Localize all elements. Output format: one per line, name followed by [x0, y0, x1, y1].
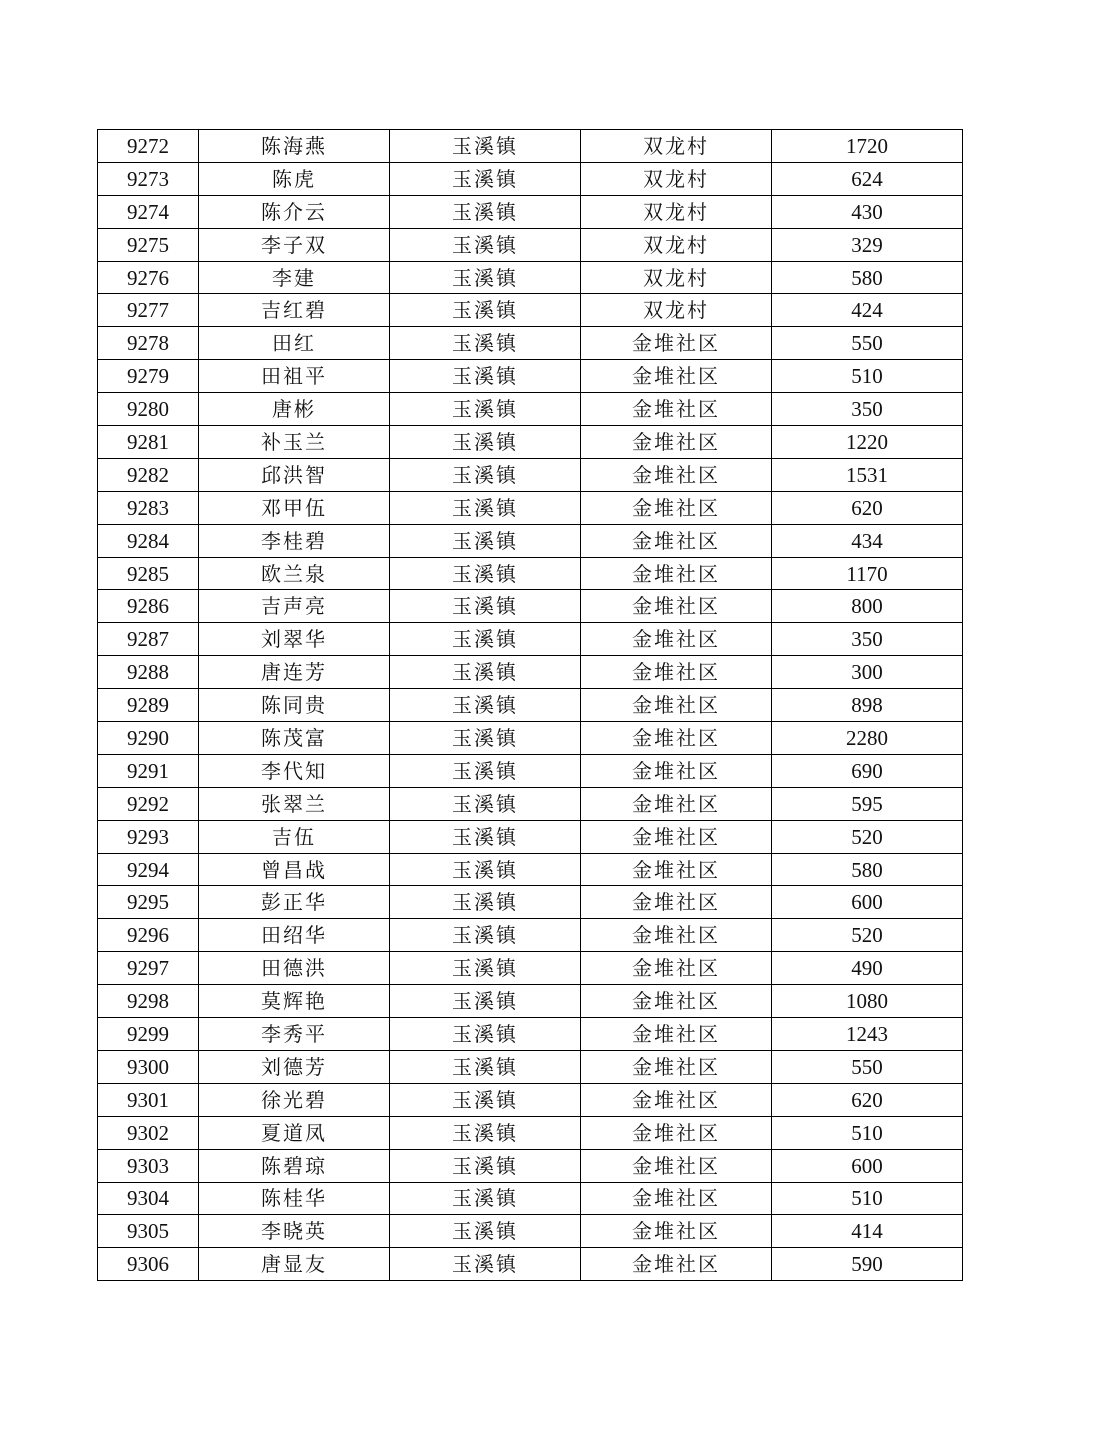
- town-cell: 玉溪镇: [390, 1248, 581, 1281]
- table-row: [98, 1248, 963, 1281]
- table-row: [98, 919, 963, 952]
- village-cell: 金堆社区: [581, 919, 772, 952]
- name-cell: 唐连芳: [199, 656, 390, 689]
- amount-cell: 520: [772, 820, 963, 853]
- village-cell: 金堆社区: [581, 754, 772, 787]
- town-cell: 玉溪镇: [390, 1018, 581, 1051]
- town-cell: 玉溪镇: [390, 820, 581, 853]
- amount-cell: 1243: [772, 1018, 963, 1051]
- amount-cell: 414: [772, 1215, 963, 1248]
- town-cell: 玉溪镇: [390, 524, 581, 557]
- village-cell: 金堆社区: [581, 1050, 772, 1083]
- amount-cell: 690: [772, 754, 963, 787]
- table-row: [98, 1182, 963, 1215]
- table-row: [98, 985, 963, 1018]
- town-cell: 玉溪镇: [390, 623, 581, 656]
- name-cell: 田绍华: [199, 919, 390, 952]
- village-cell: 双龙村: [581, 162, 772, 195]
- amount-cell: 510: [772, 1182, 963, 1215]
- village-cell: 金堆社区: [581, 787, 772, 820]
- table-row: [98, 360, 963, 393]
- town-cell: 玉溪镇: [390, 426, 581, 459]
- town-cell: 玉溪镇: [390, 590, 581, 623]
- amount-cell: 350: [772, 393, 963, 426]
- amount-cell: 350: [772, 623, 963, 656]
- village-cell: 金堆社区: [581, 722, 772, 755]
- name-cell: 陈介云: [199, 195, 390, 228]
- village-cell: 金堆社区: [581, 853, 772, 886]
- town-cell: 玉溪镇: [390, 985, 581, 1018]
- name-cell: 陈茂富: [199, 722, 390, 755]
- village-cell: 双龙村: [581, 228, 772, 261]
- table-row: [98, 1215, 963, 1248]
- village-cell: 金堆社区: [581, 590, 772, 623]
- row-number-cell: 9272: [98, 130, 199, 163]
- name-cell: 欧兰泉: [199, 557, 390, 590]
- amount-cell: 510: [772, 1116, 963, 1149]
- town-cell: 玉溪镇: [390, 130, 581, 163]
- row-number-cell: 9290: [98, 722, 199, 755]
- amount-cell: 600: [772, 1149, 963, 1182]
- town-cell: 玉溪镇: [390, 689, 581, 722]
- town-cell: 玉溪镇: [390, 458, 581, 491]
- village-cell: 金堆社区: [581, 1182, 772, 1215]
- row-number-cell: 9284: [98, 524, 199, 557]
- town-cell: 玉溪镇: [390, 228, 581, 261]
- amount-cell: 1080: [772, 985, 963, 1018]
- town-cell: 玉溪镇: [390, 952, 581, 985]
- town-cell: 玉溪镇: [390, 360, 581, 393]
- name-cell: 陈虎: [199, 162, 390, 195]
- village-cell: 金堆社区: [581, 886, 772, 919]
- amount-cell: 600: [772, 886, 963, 919]
- name-cell: 陈桂华: [199, 1182, 390, 1215]
- name-cell: 补玉兰: [199, 426, 390, 459]
- name-cell: 徐光碧: [199, 1083, 390, 1116]
- town-cell: 玉溪镇: [390, 261, 581, 294]
- table-row: [98, 294, 963, 327]
- table-row: [98, 1149, 963, 1182]
- village-cell: 金堆社区: [581, 393, 772, 426]
- row-number-cell: 9300: [98, 1050, 199, 1083]
- name-cell: 田红: [199, 327, 390, 360]
- row-number-cell: 9296: [98, 919, 199, 952]
- name-cell: 陈碧琼: [199, 1149, 390, 1182]
- village-cell: 金堆社区: [581, 820, 772, 853]
- row-number-cell: 9275: [98, 228, 199, 261]
- name-cell: 李代知: [199, 754, 390, 787]
- village-cell: 双龙村: [581, 261, 772, 294]
- row-number-cell: 9289: [98, 689, 199, 722]
- table-row: [98, 426, 963, 459]
- table-row: [98, 1018, 963, 1051]
- row-number-cell: 9286: [98, 590, 199, 623]
- village-cell: 金堆社区: [581, 557, 772, 590]
- table-row: [98, 722, 963, 755]
- amount-cell: 800: [772, 590, 963, 623]
- amount-cell: 620: [772, 491, 963, 524]
- amount-cell: 329: [772, 228, 963, 261]
- row-number-cell: 9294: [98, 853, 199, 886]
- town-cell: 玉溪镇: [390, 195, 581, 228]
- amount-cell: 590: [772, 1248, 963, 1281]
- town-cell: 玉溪镇: [390, 1083, 581, 1116]
- row-number-cell: 9301: [98, 1083, 199, 1116]
- name-cell: 唐彬: [199, 393, 390, 426]
- table-row: [98, 1083, 963, 1116]
- town-cell: 玉溪镇: [390, 1149, 581, 1182]
- table-body: [98, 130, 963, 1281]
- table-row: [98, 886, 963, 919]
- table-row: [98, 1050, 963, 1083]
- amount-cell: 550: [772, 327, 963, 360]
- village-cell: 金堆社区: [581, 952, 772, 985]
- data-table: [97, 129, 963, 1281]
- name-cell: 田祖平: [199, 360, 390, 393]
- row-number-cell: 9287: [98, 623, 199, 656]
- row-number-cell: 9278: [98, 327, 199, 360]
- row-number-cell: 9280: [98, 393, 199, 426]
- amount-cell: 550: [772, 1050, 963, 1083]
- town-cell: 玉溪镇: [390, 393, 581, 426]
- table-row: [98, 853, 963, 886]
- village-cell: 金堆社区: [581, 689, 772, 722]
- village-cell: 金堆社区: [581, 623, 772, 656]
- row-number-cell: 9304: [98, 1182, 199, 1215]
- table-row: [98, 590, 963, 623]
- village-cell: 金堆社区: [581, 656, 772, 689]
- village-cell: 金堆社区: [581, 491, 772, 524]
- table-row: [98, 327, 963, 360]
- name-cell: 彭正华: [199, 886, 390, 919]
- amount-cell: 1720: [772, 130, 963, 163]
- row-number-cell: 9299: [98, 1018, 199, 1051]
- amount-cell: 490: [772, 952, 963, 985]
- amount-cell: 1220: [772, 426, 963, 459]
- amount-cell: 510: [772, 360, 963, 393]
- village-cell: 双龙村: [581, 195, 772, 228]
- row-number-cell: 9274: [98, 195, 199, 228]
- town-cell: 玉溪镇: [390, 656, 581, 689]
- row-number-cell: 9305: [98, 1215, 199, 1248]
- village-cell: 金堆社区: [581, 1083, 772, 1116]
- name-cell: 吉伍: [199, 820, 390, 853]
- village-cell: 双龙村: [581, 294, 772, 327]
- town-cell: 玉溪镇: [390, 1182, 581, 1215]
- row-number-cell: 9298: [98, 985, 199, 1018]
- table-row: [98, 393, 963, 426]
- village-cell: 金堆社区: [581, 1116, 772, 1149]
- village-cell: 金堆社区: [581, 1215, 772, 1248]
- row-number-cell: 9297: [98, 952, 199, 985]
- amount-cell: 300: [772, 656, 963, 689]
- name-cell: 吉声亮: [199, 590, 390, 623]
- row-number-cell: 9291: [98, 754, 199, 787]
- town-cell: 玉溪镇: [390, 327, 581, 360]
- amount-cell: 898: [772, 689, 963, 722]
- name-cell: 夏道凤: [199, 1116, 390, 1149]
- table-row: [98, 557, 963, 590]
- village-cell: 金堆社区: [581, 1149, 772, 1182]
- village-cell: 金堆社区: [581, 985, 772, 1018]
- amount-cell: 1170: [772, 557, 963, 590]
- row-number-cell: 9288: [98, 656, 199, 689]
- table-row: [98, 656, 963, 689]
- row-number-cell: 9295: [98, 886, 199, 919]
- table-row: [98, 261, 963, 294]
- village-cell: 双龙村: [581, 130, 772, 163]
- amount-cell: 424: [772, 294, 963, 327]
- table-row: [98, 623, 963, 656]
- town-cell: 玉溪镇: [390, 162, 581, 195]
- amount-cell: 1531: [772, 458, 963, 491]
- row-number-cell: 9281: [98, 426, 199, 459]
- table-row: [98, 1116, 963, 1149]
- amount-cell: 434: [772, 524, 963, 557]
- town-cell: 玉溪镇: [390, 294, 581, 327]
- name-cell: 张翠兰: [199, 787, 390, 820]
- amount-cell: 580: [772, 853, 963, 886]
- name-cell: 陈同贵: [199, 689, 390, 722]
- name-cell: 李子双: [199, 228, 390, 261]
- name-cell: 陈海燕: [199, 130, 390, 163]
- table-row: [98, 130, 963, 163]
- name-cell: 邱洪智: [199, 458, 390, 491]
- table-row: [98, 491, 963, 524]
- village-cell: 金堆社区: [581, 1018, 772, 1051]
- town-cell: 玉溪镇: [390, 853, 581, 886]
- amount-cell: 624: [772, 162, 963, 195]
- village-cell: 金堆社区: [581, 458, 772, 491]
- town-cell: 玉溪镇: [390, 1050, 581, 1083]
- row-number-cell: 9285: [98, 557, 199, 590]
- name-cell: 吉红碧: [199, 294, 390, 327]
- name-cell: 邓甲伍: [199, 491, 390, 524]
- name-cell: 李建: [199, 261, 390, 294]
- town-cell: 玉溪镇: [390, 557, 581, 590]
- village-cell: 金堆社区: [581, 524, 772, 557]
- row-number-cell: 9283: [98, 491, 199, 524]
- row-number-cell: 9277: [98, 294, 199, 327]
- table-row: [98, 754, 963, 787]
- table-row: [98, 458, 963, 491]
- town-cell: 玉溪镇: [390, 722, 581, 755]
- row-number-cell: 9276: [98, 261, 199, 294]
- town-cell: 玉溪镇: [390, 787, 581, 820]
- amount-cell: 430: [772, 195, 963, 228]
- amount-cell: 580: [772, 261, 963, 294]
- row-number-cell: 9303: [98, 1149, 199, 1182]
- town-cell: 玉溪镇: [390, 886, 581, 919]
- name-cell: 唐显友: [199, 1248, 390, 1281]
- amount-cell: 2280: [772, 722, 963, 755]
- village-cell: 金堆社区: [581, 360, 772, 393]
- name-cell: 刘德芳: [199, 1050, 390, 1083]
- village-cell: 金堆社区: [581, 1248, 772, 1281]
- town-cell: 玉溪镇: [390, 1116, 581, 1149]
- town-cell: 玉溪镇: [390, 1215, 581, 1248]
- name-cell: 李秀平: [199, 1018, 390, 1051]
- amount-cell: 620: [772, 1083, 963, 1116]
- name-cell: 田德洪: [199, 952, 390, 985]
- amount-cell: 595: [772, 787, 963, 820]
- row-number-cell: 9293: [98, 820, 199, 853]
- row-number-cell: 9302: [98, 1116, 199, 1149]
- town-cell: 玉溪镇: [390, 919, 581, 952]
- town-cell: 玉溪镇: [390, 754, 581, 787]
- name-cell: 刘翠华: [199, 623, 390, 656]
- table-row: [98, 162, 963, 195]
- table-row: [98, 524, 963, 557]
- town-cell: 玉溪镇: [390, 491, 581, 524]
- row-number-cell: 9279: [98, 360, 199, 393]
- amount-cell: 520: [772, 919, 963, 952]
- name-cell: 曾昌战: [199, 853, 390, 886]
- name-cell: 李桂碧: [199, 524, 390, 557]
- table-row: [98, 787, 963, 820]
- row-number-cell: 9306: [98, 1248, 199, 1281]
- table-row: [98, 820, 963, 853]
- village-cell: 金堆社区: [581, 426, 772, 459]
- name-cell: 莫辉艳: [199, 985, 390, 1018]
- name-cell: 李晓英: [199, 1215, 390, 1248]
- row-number-cell: 9292: [98, 787, 199, 820]
- table-row: [98, 195, 963, 228]
- table-row: [98, 689, 963, 722]
- table-row: [98, 952, 963, 985]
- village-cell: 金堆社区: [581, 327, 772, 360]
- row-number-cell: 9282: [98, 458, 199, 491]
- table-row: [98, 228, 963, 261]
- row-number-cell: 9273: [98, 162, 199, 195]
